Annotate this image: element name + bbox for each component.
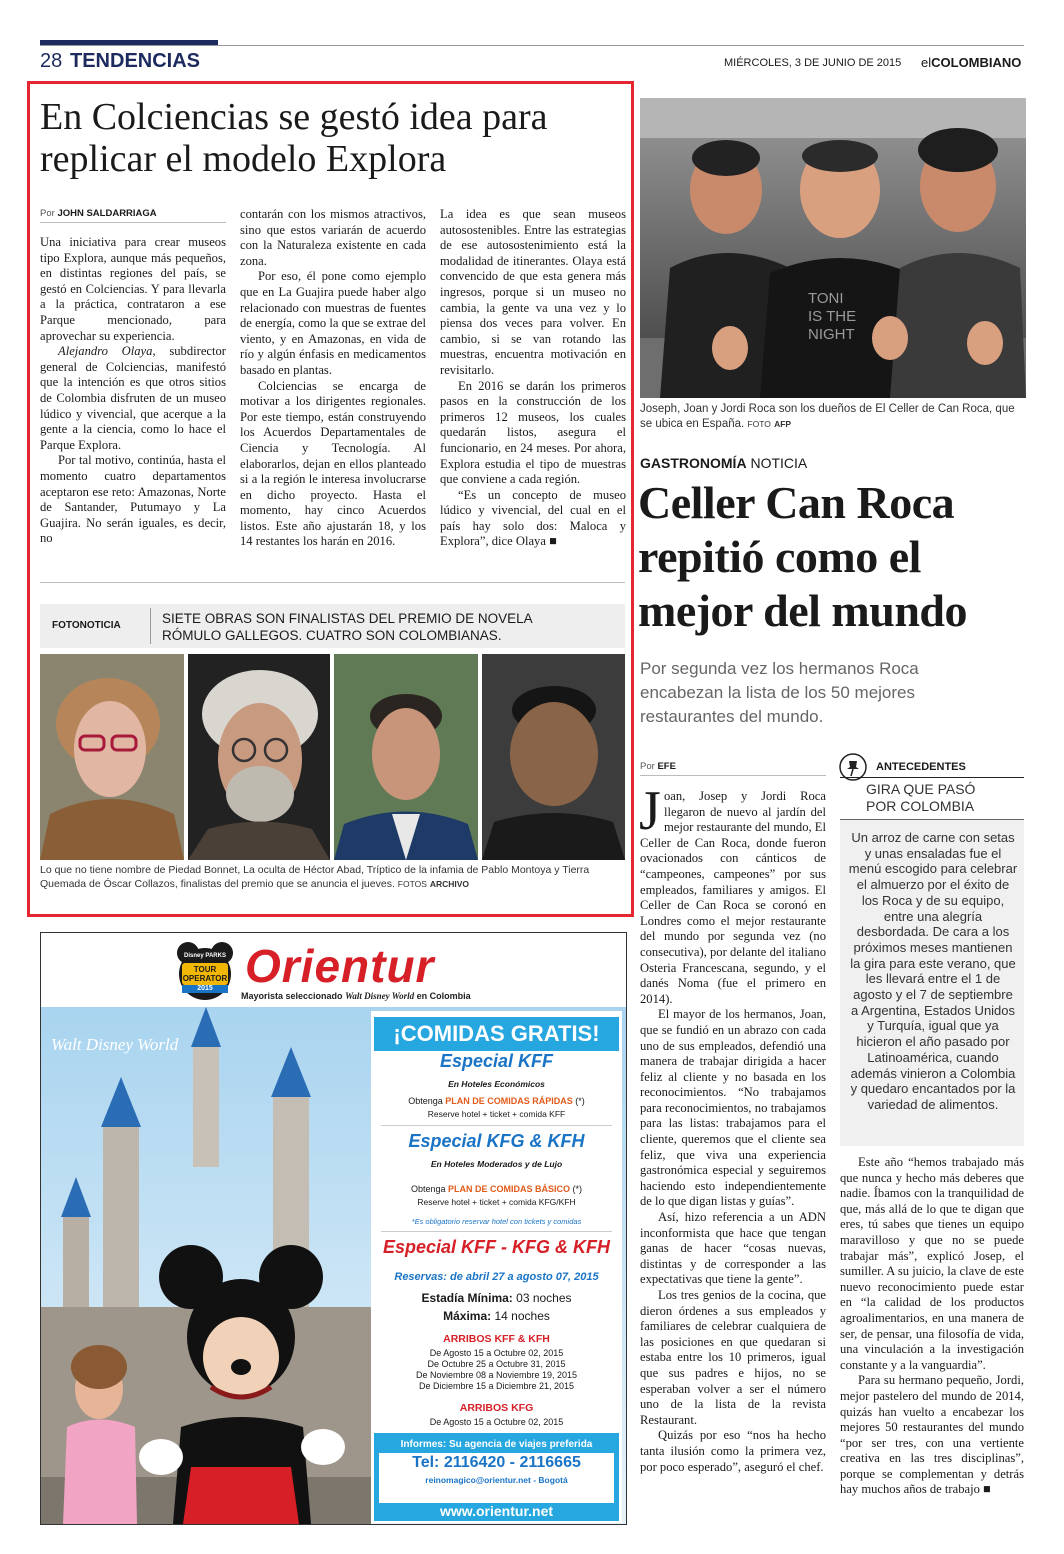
value: 14 noches <box>494 1309 550 1323</box>
arribos-kff-title: ARRIBOS KFF & KFH <box>443 1333 550 1345</box>
title-line: POR COLOMBIA <box>866 798 975 814</box>
paragraph: Los tres genios de la cocina, que dieron órdenes a sus empleados y familiares de celebrar cualquiera de las posiciones en que quedaran si estaba entre los 10 primeros, igual que sus padres e hijos, no se esperaban volver a ser el número uno de la lista de la revista Restaurant. <box>640 1288 826 1427</box>
fotonoticia-caption <box>40 864 625 891</box>
website: www.orientur.net <box>439 1503 554 1519</box>
credit-prefix: FOTOS <box>397 878 427 889</box>
dropcap: J <box>639 780 661 842</box>
arribos-kff-list <box>371 1348 622 1392</box>
fotonoticia-label: FOTONOTICIA <box>52 620 121 631</box>
paragraph-text: oan, Josep y Jordi Roca llegaron de nuevo al jardín del mejor restaurante del mundo, El Celler de Can Roca, donde fueron ovacionados con cánticos de “campeones, campeones” por sus empleados, familiares y amigos. El Celler de Can Roca se coronó en Londres como el mejor restaurante del mundo por segunda vez (no consecutiva), por delante del italiano Osteria Francescana, segundo, y el danés Noma (fue el primero en 2014). <box>640 789 826 1006</box>
paragraph: La idea es que sean museos autosostenibles. Entre las estrategias de ese autosostenimiento está la modalidad de itinerantes. Olaya está convencido de que esta genera más ingresos, porque si un museo no cambia, la gente va una vez y lo piensa dos veces para volver. En cambio, si se van rotando las muestras, encuentra motivación en revisitarlo. <box>440 207 626 377</box>
headline-line: mejor del mundo <box>638 585 967 636</box>
article2-headline <box>638 476 1028 638</box>
issue-date: MIÉRCOLES, 3 DE JUNIO DE 2015 <box>724 57 902 69</box>
paragraph: contarán con los mismos atractivos, sino que estos variarán de acuerdo con la Naturaleza existente en cada zona. <box>240 207 426 268</box>
byline-rule <box>40 222 226 223</box>
tagline-disney: Walt Disney World <box>345 991 415 1001</box>
orientur-tagline <box>241 991 471 1001</box>
kff-line-1 <box>371 1096 622 1106</box>
badge-year: 2015 <box>197 985 213 992</box>
estadia-maxima <box>371 1309 622 1323</box>
byline-rule <box>640 775 826 776</box>
kfg-line-2: Reserve hotel + ticket + comida KFG/KFH <box>417 1197 576 1207</box>
title-line: GIRA QUE PASÓ <box>866 781 976 797</box>
byline-prefix: Por <box>640 761 655 772</box>
caption-text: Lo que no tiene nombre de Piedad Bonnet, La oculta de Héctor Abad, Tríptico de la infamia de Pablo Montoya y Tierra Quemada de Óscar Collazos, finalistas del premio que se anuncia el jueves. <box>40 864 590 890</box>
orientur-ad <box>40 932 627 1525</box>
portrait-oscar-collazos <box>482 654 625 860</box>
roca-photo-caption <box>640 402 1026 432</box>
orientur-brand: Orientur <box>245 940 435 992</box>
credit-prefix: FOTO <box>747 419 771 429</box>
paragraph: En 2016 se darán los primeros pasos en la construcción de los primeros 12 museos, los cuales quedarán listos, asegura el funcionario, en 24 meses. Por ahora, Explora estudia el tipo de muestras que conviene a cada región. <box>440 378 626 487</box>
title-line: RÓMULO GALLEGOS. CUATRO SON COLOMBIANAS. <box>162 628 502 643</box>
antecedentes-top-rule <box>840 777 1024 778</box>
fotonoticia-rule <box>40 582 625 583</box>
article1-byline <box>40 208 157 219</box>
portrait-piedad-bonnet <box>40 654 184 860</box>
informes: Informes: Su agencia de viajes preferida <box>400 1439 593 1450</box>
brand-prefix: el <box>921 55 932 70</box>
antecedentes-body: Un arroz de carne con setas y unas ensaladas fue el menú escogido para celebrar el almuerzo por el éxito de los Roca y de su equipo, entre una alegría desbordada. De cara a los próximos meses mantienen la gira para este verano, que les llevará entre el 1 de agosto y el 7 de septiembre a Argentina, Estados Unidos y Turquía, igual que ya hicieron el año pasado por Latinoamérica, cuando además vinieron a Colombia y quedaro encantados por la variedad de alimentos. <box>848 830 1018 1112</box>
label: Máxima: <box>443 1309 492 1323</box>
caption-text: Joseph, Joan y Jordi Roca son los dueños de El Celler de Can Roca, que se ubica en España. <box>640 403 1015 430</box>
headline-line: Celler Can Roca <box>638 477 955 528</box>
paragraph: Quizás por eso “nos ha hecho tanta ilusión como la primera vez, por poco esperado”, aseguró el chef. <box>640 1428 826 1474</box>
arribos-kfg-list <box>371 1417 622 1427</box>
estadia-minima <box>371 1291 622 1305</box>
plan-highlight: PLAN DE COMIDAS RÁPIDAS <box>445 1096 573 1106</box>
roca-brothers-photo <box>640 98 1026 398</box>
text: Obtenga <box>408 1096 443 1106</box>
kff-subtitle: En Hoteles Económicos <box>448 1079 545 1089</box>
kfg-subtitle: En Hoteles Moderados y de Lujo <box>430 1159 563 1169</box>
article2-byline <box>640 761 676 772</box>
date-range: De Agosto 15 a Octubre 02, 2015 <box>429 1417 564 1427</box>
antecedentes-title <box>866 781 975 815</box>
masthead-brand <box>921 55 1021 70</box>
kff-title: Especial KFF <box>439 1051 554 1071</box>
header-rule <box>40 45 1024 46</box>
paragraph: Así, hizo referencia a un ADN inconformista que hace que tengan ganas de hacer “cosas nuevas, distintas y de corresponder a las expectativas que tiene la gente”. <box>640 1210 826 1287</box>
headline-line: repitió como el <box>638 531 921 582</box>
badge-mid: TOUR OPERATOR <box>182 965 228 983</box>
paragraph: Alejandro Olaya, subdirector general de Colciencias, manifestó que la intención es que otros sitios de Colombia disfruten de un museo lúdico y vivencial, que acerque a la gente a la ciencia, como lo hace el Parque Explora. <box>40 344 226 452</box>
date-range: De Noviembre 08 a Noviembre 19, 2015 <box>415 1370 578 1380</box>
text: (*) <box>572 1184 583 1194</box>
email: reinomagico@orientur.net - Bogotá <box>425 1475 568 1485</box>
credit-name: AFP <box>774 419 792 429</box>
article2-kicker <box>640 455 807 471</box>
dropcap-spacer <box>640 789 664 835</box>
kff-line-2: Reserve hotel + ticket + comida KFF <box>427 1109 566 1119</box>
article1-headline: En Colciencias se gestó idea para replicar el modelo Explora <box>40 96 548 180</box>
byline-prefix: Por <box>40 208 55 219</box>
title-line: SIETE OBRAS SON FINALISTAS DEL PREMIO DE NOVELA <box>162 611 533 626</box>
antecedentes-label: ANTECEDENTES <box>876 761 966 773</box>
article2-column-1 <box>640 789 826 1475</box>
reservas: Reservas: de abril 27 a agosto 07, 2015 <box>394 1271 599 1283</box>
paragraph <box>640 789 826 1007</box>
byline-author: JOHN SALDARRIAGA <box>57 208 157 219</box>
kicker-type: NOTICIA <box>750 455 808 471</box>
label: Estadía Mínima: <box>421 1291 513 1305</box>
text: (*) <box>575 1096 585 1106</box>
paragraph: Este año “hemos trabajado más que nunca y hecho más deberes que nadie. Íbamos con la tranquilidad de que, más allá de lo que te digan que eres, tú sabes que tienes un equipo maravilloso y que no se puede trabajar más”, explicó Josep, el sumiller. A su juicio, la clave de este nuevo reconocimiento puede estar en “la calidad de los productos agroalimentarios, en una manera de ser, de pensar, una filosofía de vida, una vinculación a la investigación constante y a la vanguardia”. <box>840 1155 1024 1372</box>
person-name: Alejandro Olaya <box>58 344 153 359</box>
wdw-logo: Walt Disney World <box>51 1035 179 1054</box>
article1-column-1 <box>40 235 226 547</box>
text: Obtenga <box>410 1184 446 1194</box>
article2-deck: Por segunda vez los hermanos Roca encabezan la lista de los 50 mejores restaurantes del mundo. <box>640 659 919 726</box>
date-range: De Diciembre 15 a Diciembre 21, 2015 <box>418 1381 575 1391</box>
portrait-hector-abad <box>188 654 330 860</box>
paragraph: Por tal motivo, continúa, hasta el momento cuatro departamentos aceptaron ese reto: Amazonas, Norte de Santander, Putumayo y La Guajira. No serán iguales, es decir, no <box>40 453 226 546</box>
date-range: De Agosto 15 a Octubre 02, 2015 <box>429 1348 564 1358</box>
portrait-pablo-montoya <box>334 654 478 860</box>
paragraph: Para su hermano pequeño, Jordi, mejor pastelero del mundo de 2014, quizás han vuelto a encabezar los mejores 50 restaurantes del mundo “por ser tres, con una vertiente creativa en las tres disciplinas”, porque se complementan y detrás hay muchos años de trabajo ■ <box>840 1373 1024 1497</box>
combo-title: Especial KFF - KFG & KFH <box>382 1237 611 1257</box>
kfg-title: Especial KFG & KFH <box>408 1131 585 1151</box>
shirt-line: NIGHT <box>808 326 855 343</box>
offer-headline: ¡COMIDAS GRATIS! <box>374 1017 619 1051</box>
article2-column-2 <box>840 1155 1024 1498</box>
paragraph: Colciencias se encarga de motivar a los dirigentes regionales. Por este tiempo, están construyendo los Acuerdos Departamentales de Ciencia y Tecnología. Al elaborarlos, dejan en ellos planteado si a la región le interesa involucrarse en dicho proyecto. Hasta el momento, hay cinco Acuerdos listos. Este año ajustarán 18, y los 14 restantes los harán en 2016. <box>240 378 426 549</box>
article1-column-2 <box>240 207 426 550</box>
fotonoticia-title <box>162 610 533 644</box>
shirt-line: TONI <box>808 290 844 307</box>
badge-top: Disney PARKS <box>184 953 226 959</box>
kfg-line-1 <box>371 1184 622 1194</box>
tagline-pre: Mayorista seleccionado <box>241 991 343 1001</box>
paragraph: Por eso, él pone como ejemplo que en La Guajira puede haber algo relacionado con muestras de fuentes de energía, como la que se extrae del viento, y en Amazonas, en vida de río y algún énfasis en medicamentos basado en plantas. <box>240 269 426 377</box>
paragraph: Una iniciativa para crear museos tipo Explora, aunque más pequeños, en distintas regiones del país, se gestó en Colciencias. Y para llevarla a la práctica, contrataron a ese Parque mencionado, para aprovechar su experiencia. <box>40 235 226 343</box>
divider <box>381 1231 612 1232</box>
byline-author: EFE <box>657 761 676 772</box>
brand-name: COLOMBIANO <box>931 55 1022 70</box>
date-range: De Octubre 25 a Octubre 31, 2015 <box>427 1359 566 1369</box>
value: 03 noches <box>516 1291 572 1305</box>
obligatory-note: *Es obligatorio reservar hotel con tickets y comidas <box>411 1217 582 1226</box>
credit-name: ARCHIVO <box>429 878 470 889</box>
arribos-kfg-title: ARRIBOS KFG <box>459 1402 534 1414</box>
tagline-post: en Colombia <box>416 991 471 1001</box>
telephone: Tel: 2116420 - 2116665 <box>412 1454 581 1471</box>
shirt-line: IS THE <box>808 308 857 325</box>
page-number: 28 <box>40 50 63 72</box>
plan-highlight: PLAN DE COMIDAS BÁSICO <box>448 1184 571 1194</box>
article1-column-3 <box>440 207 626 550</box>
fotonoticia-divider <box>150 608 151 644</box>
paragraph: El mayor de los hermanos, Joan, que se fundió en un abrazo con cada uno de sus empleados, defendió una manera de trabajar dirigida a hacer feliz al cliente y no basada en los reconocimientos. “No trabajamos para reconocimientos, no trabajamos para las listas: trabajamos para el cliente, queremos que el cliente sea feliz, que viva una experiencia gastronómica especial y seguiremos haciendo esto independientemente de lo que digan listas y guías”. <box>640 1007 826 1209</box>
disney-tour-operator-badge <box>174 941 236 1003</box>
paragraph: “Es un concepto de museo lúdico y vivencial, del cual en el país hay solo dos: Maloca y Explora”, dice Olaya ■ <box>440 487 626 549</box>
kicker-section: GASTRONOMÍA <box>640 455 747 471</box>
section-title: TENDENCIAS <box>70 50 201 72</box>
divider <box>381 1125 612 1126</box>
